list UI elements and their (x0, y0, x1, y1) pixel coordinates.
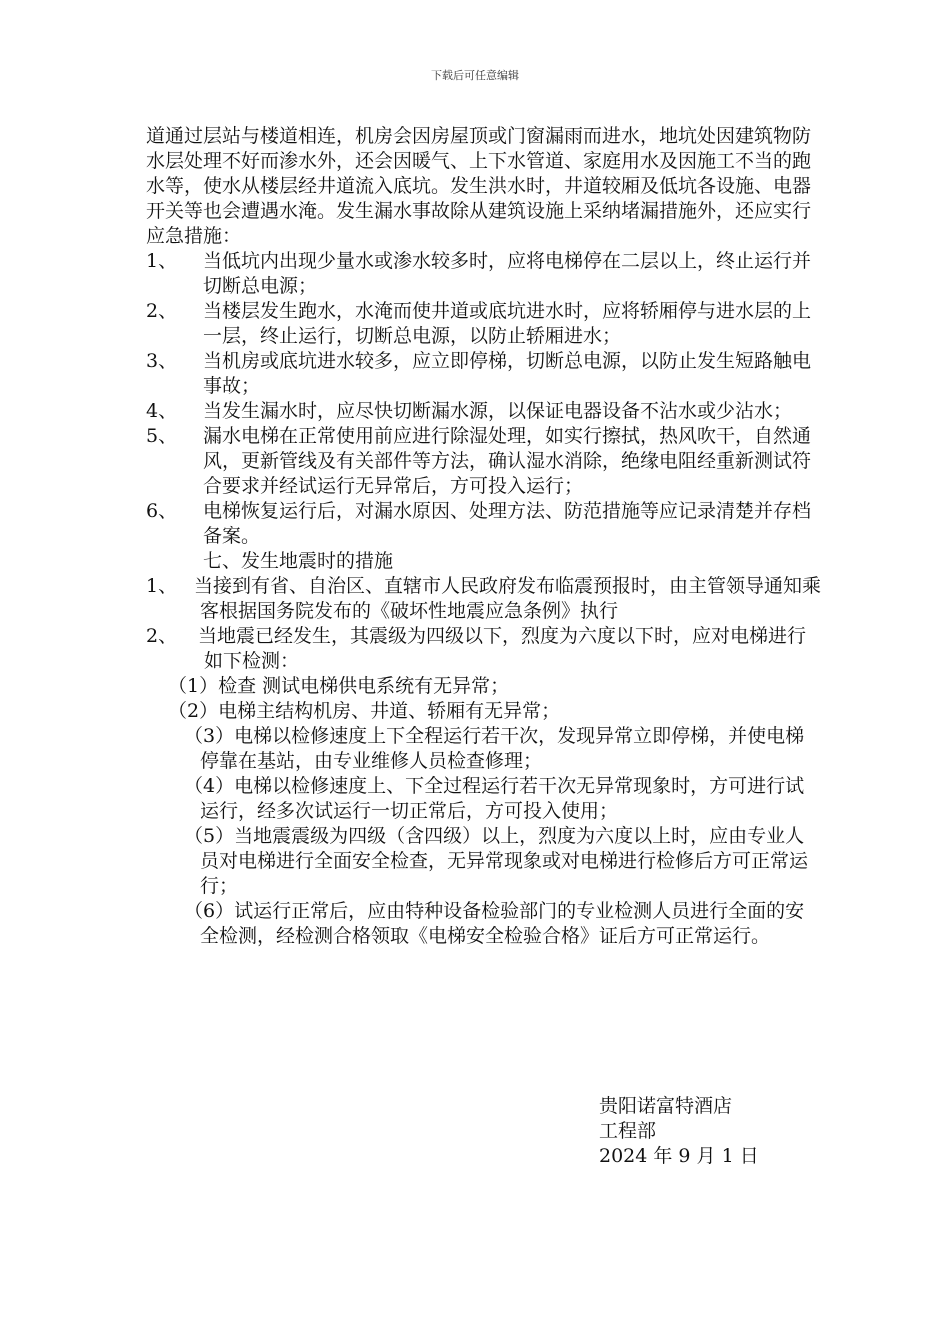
item-text: 当楼层发生跑水，水淹而使井道或底坑进水时，应将轿厢停与进水层的上一层，终止运行，切断总电源，以防止轿厢进水； (203, 300, 812, 347)
item-text: 当接到有省、自治区、直辖市人民政府发布临震预报时，由主管领导通知乘客根据国务院发布的《破坏性地震应急条例》执行 (194, 575, 822, 622)
item-number: 3、 (146, 350, 178, 372)
item-number: 1、 (146, 575, 178, 597)
list-item (146, 624, 821, 674)
signature-dept: 工程部 (599, 1120, 657, 1142)
check-item: （3）电梯以检修速度上下全程运行若干次，发现异常立即停梯，并使电梯停靠在基站，由专业维修人员检查修理； (184, 725, 805, 772)
signature-date: 2024 年 9 月 1 日 (599, 1145, 759, 1167)
item-text: 电梯恢复运行后，对漏水原因、处理方法、防范措施等应记录清楚并存档备案。 (203, 500, 812, 547)
item-number: 2、 (146, 625, 178, 647)
check-item: （5）当地震震级为四级（含四级）以上，烈度为六度以上时，应由专业人员对电梯进行全面安全检查，无异常现象或对电梯进行检修后方可正常运行； (184, 825, 809, 897)
water-measures-list (146, 249, 821, 549)
check-item: （2）电梯主结构机房、井道、轿厢有无异常； (168, 700, 561, 722)
item-number: 6、 (146, 500, 178, 522)
signature-org: 贵阳诺富特酒店 (599, 1095, 733, 1117)
item-number: 1、 (146, 250, 178, 272)
item-text: 当机房或底坑进水较多，应立即停梯，切断总电源，以防止发生短路触电事故； (203, 350, 812, 397)
item-number: 4、 (146, 400, 178, 422)
item-text: 漏水电梯在正常使用前应进行除湿处理，如实行擦拭，热风吹干，自然通风，更新管线及有关部件等方法，确认湿水消除，绝缘电阻经重新测试符合要求并经试运行无异常后，方可投入运行； (203, 425, 812, 497)
check-item: （4）电梯以检修速度上、下全过程运行若干次无异常现象时，方可进行试运行，经多次试运行一切正常后，方可投入使用； (184, 775, 805, 822)
list-item (146, 574, 821, 624)
list-item (146, 399, 821, 424)
document-body (146, 124, 821, 949)
check-item: （1）检查 测试电梯供电系统有无异常； (168, 675, 510, 697)
item-number: 5、 (146, 425, 178, 447)
list-item (146, 424, 821, 499)
item-text: 当地震已经发生，其震级为四级以下，烈度为六度以下时，应对电梯进行如下检测： (198, 625, 807, 672)
check-item: （6）试运行正常后，应由特种设备检验部门的专业检测人员进行全面的安全检测，经检测合格领取《电梯安全检验合格》证后方可正常运行。 (184, 900, 805, 947)
quake-measures-list (146, 574, 821, 674)
list-item (146, 249, 821, 299)
item-text: 当低坑内出现少量水或渗水较多时，应将电梯停在二层以上，终止运行并切断总电源； (203, 250, 812, 297)
list-item (146, 499, 821, 549)
item-text: 当发生漏水时，应尽快切断漏水源，以保证电器设备不沾水或少沾水； (203, 400, 793, 422)
intro-paragraph: 道通过层站与楼道相连，机房会因房屋顶或门窗漏雨而进水，地坑处因建筑物防水层处理不好而渗水外，还会因暖气、上下水管道、家庭用水及因施工不当的跑水等，使水从楼层经井道流入底坑。发生洪水时，井道较厢及低坑各设施、电器开关等也会遭遇水淹。发生漏水事故除从建筑设施上采纳堵漏措施外，还应实行应急措施： (146, 125, 812, 247)
header-note: 下载后可任意编辑 (431, 69, 519, 82)
list-item (146, 349, 821, 399)
signature-block (599, 1094, 759, 1169)
inspection-checklist (146, 674, 821, 949)
list-item (146, 299, 821, 349)
section-title: 七、发生地震时的措施 (203, 550, 394, 572)
item-number: 2、 (146, 300, 178, 322)
